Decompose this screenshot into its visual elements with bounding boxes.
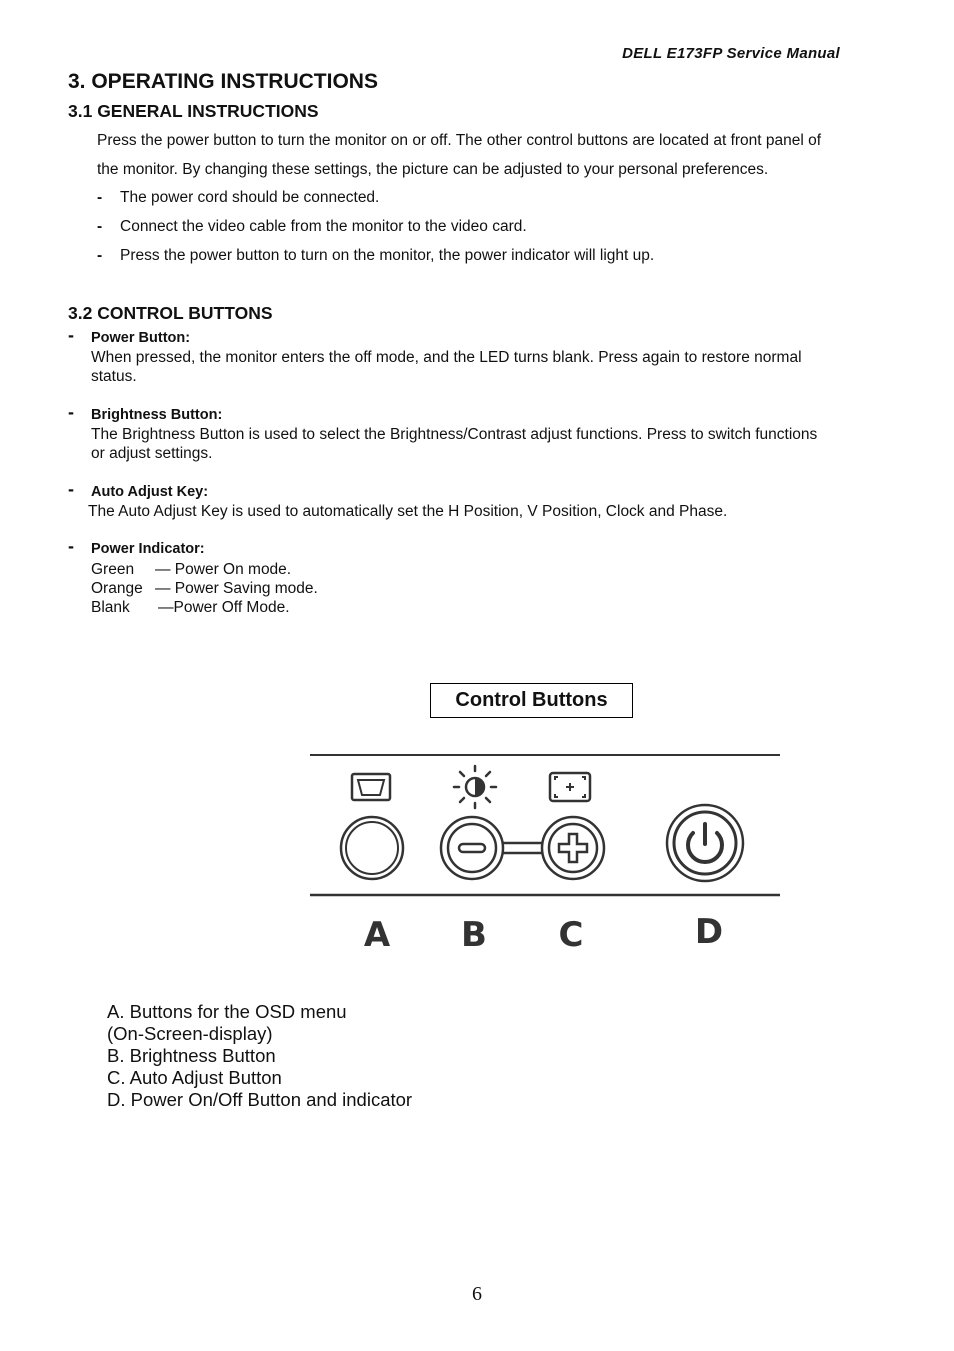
letter-a: A	[363, 915, 391, 955]
brightness-button-label: Brightness Button:	[91, 407, 223, 423]
general-paragraph	[97, 126, 889, 184]
menu-button	[341, 817, 403, 879]
power-indicator-label: Power Indicator:	[91, 541, 205, 557]
power-button-label: Power Button:	[91, 330, 191, 346]
letter-d: D	[694, 912, 724, 952]
indicator-row-green: Green — Power On mode.	[91, 561, 292, 578]
letter-b: B	[461, 915, 487, 955]
bullet-dash: -	[97, 189, 103, 206]
indicator-row-orange: Orange — Power Saving mode.	[91, 580, 318, 597]
legend-item: C. Auto Adjust Button	[107, 1067, 282, 1088]
figure-caption: Control Buttons	[430, 683, 633, 718]
auto-adjust-label: Auto Adjust Key:	[91, 484, 209, 500]
bullet-dash: -	[97, 247, 103, 264]
legend-item: A. Buttons for the OSD menu	[107, 1001, 347, 1022]
bullet-item: - Press the power button to turn on the monitor, the power indicator will light up.	[97, 247, 655, 264]
letter-c: C	[558, 915, 584, 955]
running-header: DELL E173FP Service Manual	[622, 45, 840, 62]
bullet-dash: -	[97, 218, 103, 235]
control-buttons-diagram	[300, 740, 790, 960]
legend-item: D. Power On/Off Button and indicator	[107, 1089, 413, 1110]
item-dash: -	[68, 325, 74, 345]
control-buttons-heading: 3.2 CONTROL BUTTONS	[68, 303, 273, 323]
legend-list	[107, 1001, 412, 1111]
auto-adjust-text: The Auto Adjust Key is used to automatically set the H Position, V Position, Clock and Phase.	[88, 503, 728, 520]
brightness-button-text: The Brightness Button is used to select the Brightness/Contrast adjust functions. Press to switch functions or adjust settings.	[91, 426, 818, 462]
minus-button	[441, 817, 503, 879]
legend-item: (On-Screen-display)	[107, 1023, 273, 1044]
brightness-icon	[454, 766, 496, 808]
bullet-item: - Connect the video cable from the monitor to the video card.	[97, 218, 527, 235]
general-paragraph-line: the monitor. By changing these settings, the picture can be adjusted to your personal preferences.	[97, 161, 769, 178]
general-paragraph-line: Press the power button to turn the monitor on or off. The other control buttons are located at front panel of	[97, 132, 822, 149]
legend-item: B. Brightness Button	[107, 1045, 276, 1066]
page-number: 6	[472, 1283, 482, 1305]
item-dash: -	[68, 479, 74, 499]
auto-adjust-icon	[550, 773, 590, 801]
section-title: 3. OPERATING INSTRUCTIONS	[68, 70, 378, 93]
general-instructions-heading: 3.1 GENERAL INSTRUCTIONS	[68, 101, 319, 121]
power-button	[667, 805, 743, 881]
item-dash: -	[68, 402, 74, 422]
bullet-item: - The power cord should be connected.	[97, 189, 380, 206]
menu-icon	[352, 774, 390, 800]
plus-button	[542, 817, 604, 879]
button-connector	[501, 843, 544, 853]
power-button-text: When pressed, the monitor enters the off mode, and the LED turns blank. Press again to restore normal status.	[91, 349, 802, 385]
indicator-row-blank: Blank —Power Off Mode.	[91, 599, 290, 616]
item-dash: -	[68, 536, 74, 556]
